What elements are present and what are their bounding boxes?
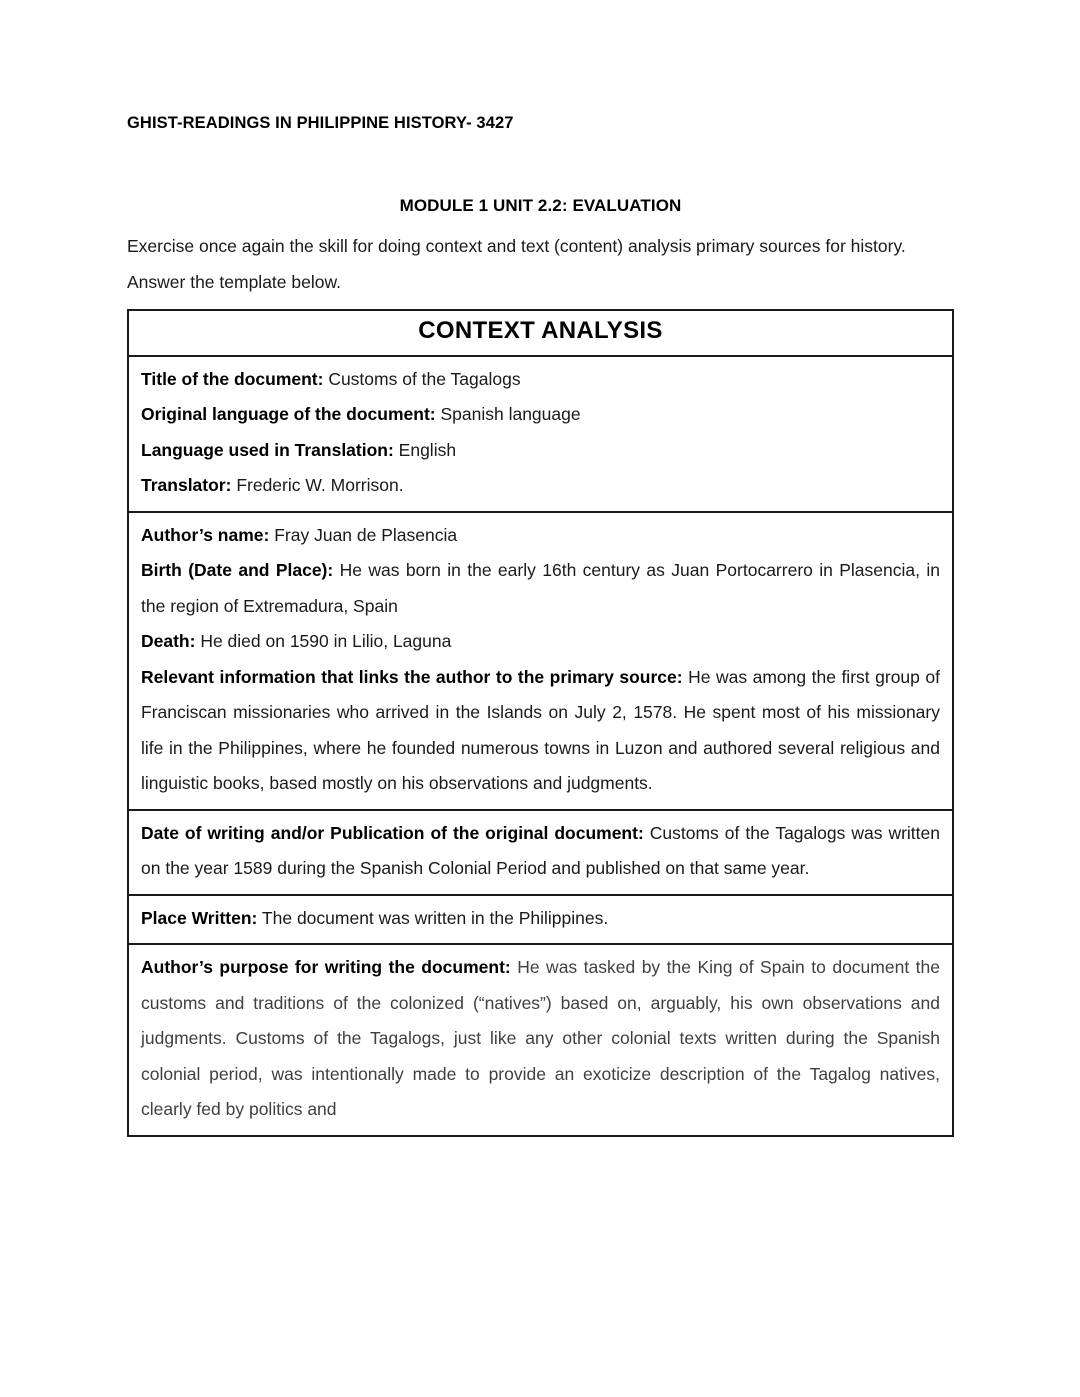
field-value: Customs of the Tagalogs (323, 368, 521, 389)
field-value: Spanish language (435, 404, 581, 425)
field-value: English (393, 439, 457, 460)
field-place-written (141, 901, 940, 937)
field-label: Author’s name: (141, 524, 270, 545)
date-of-writing-cell (129, 811, 952, 894)
field-title-of-the-document (141, 362, 940, 398)
field-date-of-writing (141, 816, 940, 887)
table-row (129, 357, 952, 513)
field-label: Language used in Translation: (141, 439, 394, 460)
field-value: Customs of the Tagalogs was written on the year 1589 during the Spanish Colonial Period and published on that same year. (141, 822, 940, 879)
field-label: Birth (Date and Place): (141, 560, 334, 581)
field-authors-name (141, 518, 940, 554)
table-title-row (129, 311, 952, 357)
field-value: Frederic W. Morrison. (231, 475, 404, 496)
field-label: Place Written: (141, 907, 258, 928)
field-translator (141, 468, 940, 504)
field-label: Author’s purpose for writing the document: (141, 957, 511, 978)
table-row (129, 811, 952, 896)
field-label: Date of writing and/or Publication of the original document: (141, 822, 644, 843)
table-row (129, 945, 952, 1135)
field-original-language (141, 397, 940, 433)
field-value: Fray Juan de Plasencia (269, 524, 458, 545)
document-content (127, 114, 954, 1137)
author-details-cell (129, 513, 952, 809)
table-row (129, 896, 952, 946)
intro-paragraph: Exercise once again the skill for doing context and text (content) analysis primary sources for history. Answer the template below. (127, 235, 906, 292)
field-label: Relevant information that links the author to the primary source: (141, 666, 683, 687)
field-authors-purpose (141, 950, 940, 1128)
field-label: Title of the document: (141, 368, 324, 389)
module-title: MODULE 1 UNIT 2.2: EVALUATION (399, 195, 682, 215)
document-details-cell (129, 357, 952, 511)
course-header: GHIST-READINGS IN PHILIPPINE HISTORY- 3427 (127, 114, 514, 132)
field-label: Original language of the document: (141, 404, 436, 425)
field-label: Translator: (141, 475, 232, 496)
authors-purpose-cell (129, 945, 952, 1135)
table-title: CONTEXT ANALYSIS (418, 316, 663, 344)
field-value: The document was written in the Philippines. (257, 907, 609, 928)
field-label: Death: (141, 631, 196, 652)
field-language-used-in-translation (141, 433, 940, 469)
field-death (141, 624, 940, 660)
field-value: He died on 1590 in Lilio, Laguna (195, 631, 452, 652)
place-written-cell (129, 896, 952, 944)
table-row (129, 513, 952, 811)
field-relevant-information (141, 660, 940, 802)
field-value: He was born in the early 16th century as Juan Portocarrero in Plasencia, in the region of Extremadura, Spain (141, 560, 940, 616)
field-value: He was tasked by the King of Spain to document the customs and traditions of the colonized (“natives”) based on, arguably, his own observations and judgments. Customs of the Tagalogs, just like any other colonial texts written during the Spanish colonial period, was intentionally made to provide an exoticize description of the Tagalog natives, clearly fed by politics and (141, 957, 940, 1120)
field-birth-date-and-place (141, 553, 940, 624)
field-value: He was among the first group of Franciscan missionaries who arrived in the Islands on July 2, 1578. He spent most of his missionary life in the Philippines, where he founded numerous towns in Luzon and authored several religious and linguistic books, based mostly on his observations and judgments. (141, 666, 940, 794)
context-analysis-table (127, 309, 954, 1137)
